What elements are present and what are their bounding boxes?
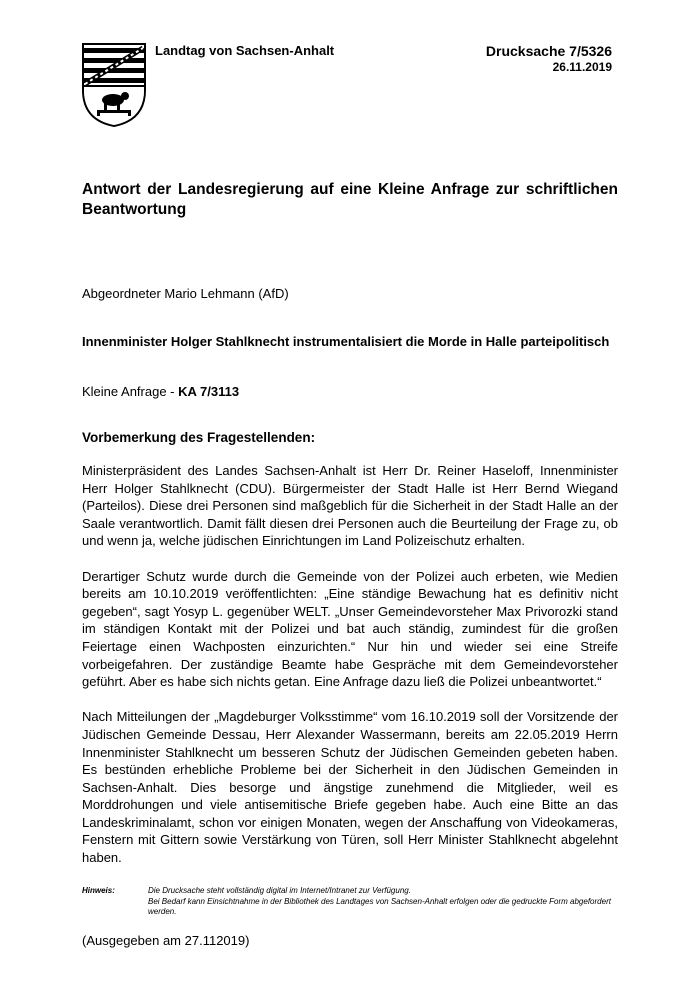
issued-date: (Ausgegeben am 27.112019) [82,933,250,948]
document-title: Antwort der Landesregierung auf eine Kleine Anfrage zur schriftlichen Beantwortung [82,181,618,218]
hint-line: Die Drucksache steht vollständig digital im Internet/Intranet zur Verfügung. [148,886,411,895]
document-number: Drucksache 7/5326 [485,43,612,59]
inquiry-subject: Innenminister Holger Stahlknecht instrumentalisiert die Morde in Halle parteipolitisch [82,334,610,349]
parliament-name: Landtag von Sachsen-Anhalt [155,43,335,58]
inquiry-number: KA 7/3113 [178,384,240,399]
deputy-name: Abgeordneter Mario Lehmann (AfD) [82,286,289,301]
inquiry-reference [82,384,239,399]
inquiry-prefix: Kleine Anfrage - [82,384,179,399]
preliminary-heading: Vorbemerkung des Fragestellenden: [82,430,316,445]
paragraph: Ministerpräsident des Landes Sachsen-Anhalt ist Herr Dr. Reiner Haseloff, Innenminister Herr Holger Stahlknecht (CDU). Bürgermeister der Stadt Halle ist Herr Bernd Wiegand (Parteilos). Diese drei Personen sind maßgeblich für die Sicherheit in der Stadt Halle an der Saale verantwortlich. Damit fällt diesen drei Personen auch die Beurteilung der Frage zu, ob und wenn ja, welche jüdischen Einrichtungen im Land Polizeischutz erhalten. [82,463,618,549]
hint-note [82,886,618,918]
preliminary-text [82,462,618,884]
paragraph: Derartiger Schutz wurde durch die Gemeinde von der Polizei auch erbeten, wie Medien bereits am 10.10.2019 veröffentlichten: „Eine ständige Bewachung hat es definitiv nicht gegeben“, sagt Yosyp L. gegenüber WELT. „Unser Gemeindevorsteher Max Privorozki stand im ständigen Kontakt mit der Polizei und bat auch ständig, zumindest für die großen Feiertage einen Wachposten einzurichten.“ Nur hin und wieder sei eine Streife vorbeigefahren. Der zuständige Beamte habe Gespräche mit dem Gemeindevorsteher geführt. Aber es habe sich nichts getan. Eine Anfrage dazu ließ die Polizei unbeantwortet.“ [82,568,618,690]
hint-line: Bei Bedarf kann Einsichtnahme in der Bibliothek des Landtages von Sachsen-Anhalt erfolgen oder die gedruckte Form abgefordert werden. [148,896,611,916]
document-date: 26.11.2019 [552,60,612,74]
document-number-block [486,42,612,75]
coat-of-arms-logo [81,42,147,128]
hint-label: Hinweis: [82,886,115,895]
paragraph: Nach Mitteilungen der „Magdeburger Volksstimme“ vom 16.10.2019 soll der Vorsitzende der Jüdischen Gemeinde Dessau, Herr Alexander Wassermann, bereits am 22.05.2019 Herrn Innenminister Stahlknecht um besseren Schutz der Jüdischen Gemeinden gebeten haben. Es bestünden erhebliche Probleme bei der Sicherheit in den Jüdischen Gemeinden in Sachsen-Anhalt. Dies besorge und ängstige zunehmend die Mitglieder, weil es Morddrohungen und viele antisemitische Briefe gegeben habe. Auch eine Bitte an das Landeskriminalamt, schon vor einigen Monaten, wegen der Anschaffung von Videokameras, Fenstern mit Gittern sowie Verstärkung von Türen, soll Herr Minister Stahlknecht abgelehnt haben. [82,709,618,866]
